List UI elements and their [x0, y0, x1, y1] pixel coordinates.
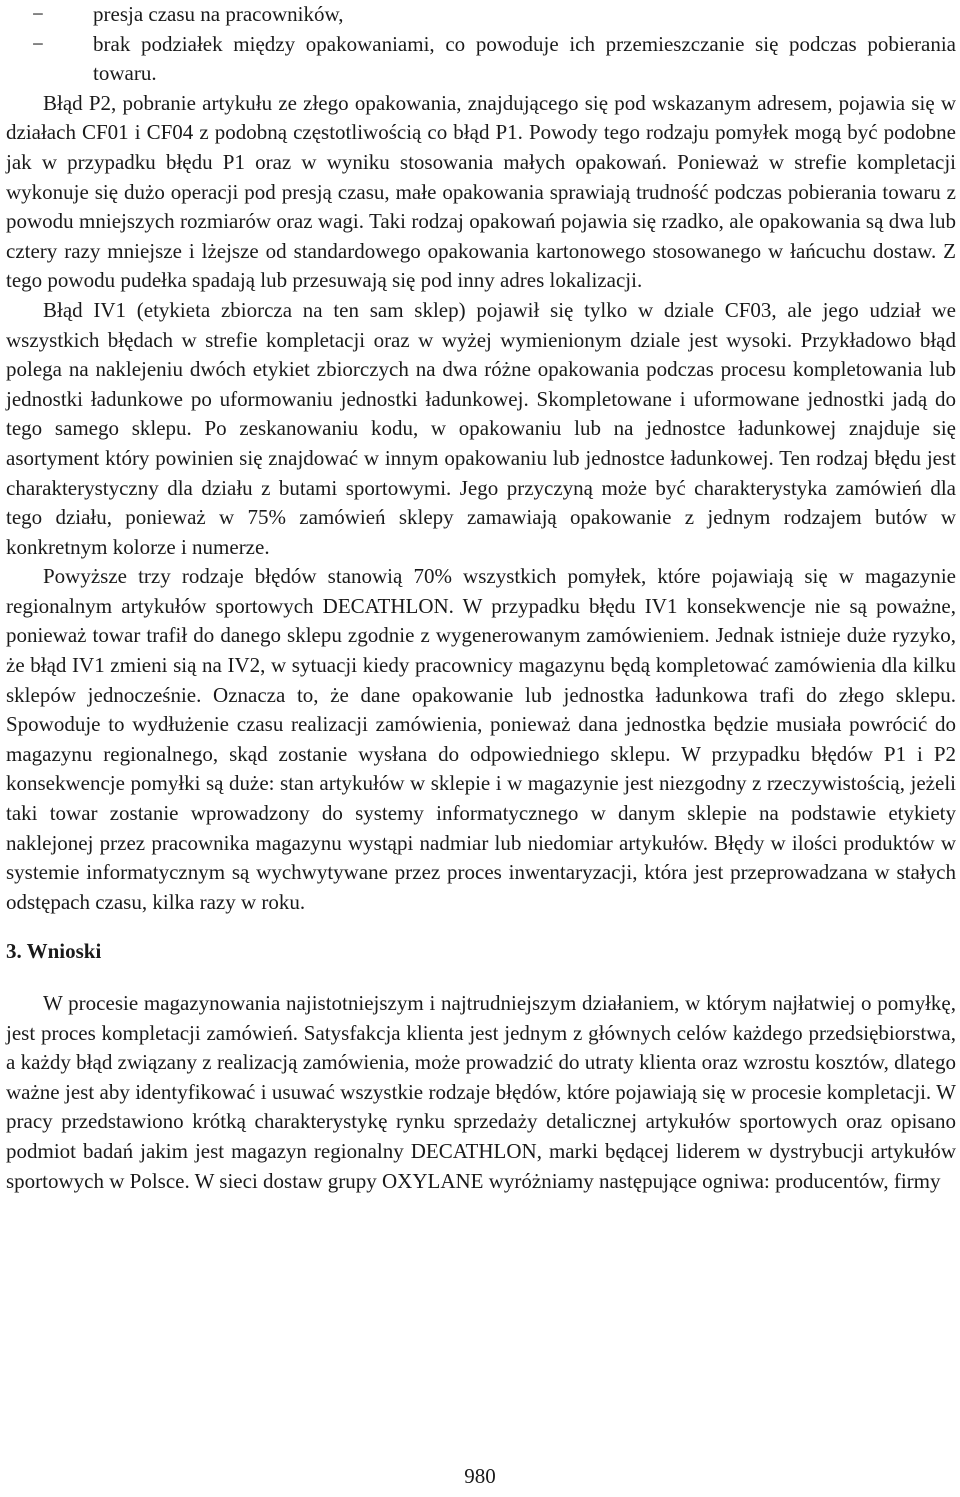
bullet-text: brak podziałek między opakowaniami, co powoduje ich przemieszczanie się podczas pobierania towaru.: [93, 31, 956, 86]
paragraph-p2-error: Błąd P2, pobranie artykułu ze złego opakowania, znajdującego się pod wskazanym adresem, pojawia się w działach CF01 i CF04 z podobną częstotliwością co błąd P1. Powody tego rodzaju pomyłek mogą być podobne jak w przypadku błędu P1 oraz w wyniku stosowania małych opakowań. Ponieważ w strefie kompletacji wykonuje się dużo operacji pod presją czasu, małe opakowania sprawiają trudność podczas pobierania towaru z powodu mniejszych rozmiarów oraz wagi. Taki rodzaj opakowań pojawia się rzadko, ale opakowania są dwa lub cztery razy mniejsze i lżejsze od standardowego opakowania kartonowego stosowanego w łańcuchu dostaw. Z tego powodu pudełka spadają lub przesuwają się pod inny adres lokalizacji.: [6, 90, 956, 293]
section-heading: 3. Wnioski: [6, 939, 102, 964]
bullet-dash: −: [32, 31, 44, 56]
bullet-item: [6, 0, 956, 30]
paragraph-iv1-error: Błąd IV1 (etykieta zbiorcza na ten sam sklep) pojawił się tylko w dziale CF03, ale jego udział we wszystkich błędach w strefie kompletacji oraz w wyżej wymienionym dziale jest wysoki. Przykładowo błąd polega na naklejeniu dwóch etykiet zbiorczych na dwa różne opakowania podczas procesu kompletowania lub jednostki ładunkowe po uformowaniu jednostki ładunkowej. Skompletowane i uformowane jednostki jadą do tego samego sklepu. Po zeskanowaniu kodu, w opakowaniu lub na jednostce ładunkowej znajduje się asortyment który powinien się znajdować w innym opakowaniu lub jednostce ładunkowej. Ten rodzaj błędu jest charakterystyczny dla działu z butami sportowymi. Jego przyczyną może być charakterystyka zamówień dla tego działu, ponieważ w 75% zamówień sklepy zamawiają opakowanie z jednym rodzajem butów w konkretnym kolorze i numerze.: [6, 297, 956, 559]
paragraph-conclusions: W procesie magazynowania najistotniejszym i najtrudniejszym działaniem, w którym najłatwiej o pomyłkę, jest proces kompletacji zamówień. Satysfakcja klienta jest jednym z głównych celów każdego przedsiębiorstwa, a każdy błąd związany z realizacją zamówienia, może prowadzić do utraty klienta oraz wzrostu kosztów, dlatego ważne jest aby identyfikować i usuwać wszystkie rodzaje błędów, które pojawiają się w procesie kompletacji. W pracy przedstawiono krótką charakterystykę rynku sprzedaży detalicznej artykułów sportowych oraz opisano podmiot badań jakim jest magazyn regionalny DECATHLON, marki będącej liderem w dystrybucji artykułów sportowych w Polsce. W sieci dostaw grupy OXYLANE wyróżniamy następujące ogniwa: producentów, firmy: [6, 991, 956, 1193]
document-page: [6, 0, 956, 1196]
paragraph-error-summary: Powyższe trzy rodzaje błędów stanowią 70% wszystkich pomyłek, które pojawiają się w magazynie regionalnym artykułów sportowych DECATHLON. W przypadku błędu IV1 konsekwencje nie są poważne, ponieważ towar trafił do danego sklepu zgodnie z wygenerowanym zamówieniem. Jednak istnieje duże ryzyko, że błąd IV1 zmieni sią na IV2, w sytuacji kiedy pracownicy magazynu będą kompletować zamówienia dla kilku sklepów jednocześnie. Oznacza to, że dane opakowanie lub jednostka ładunkowa trafi do złego sklepu. Spowoduje to wydłużenie czasu realizacji zamówienia, ponieważ dana jednostka będzie musiała powrócić do magazynu regionalnego, skąd zostanie wysłana do odpowiedniego sklepu. W przypadku błędów P1 i P2 konsekwencje pomyłki są duże: stan artykułów w sklepie i w magazynie jest niezgodny z rzeczywistością, jeżeli taki towar zostanie wprowadzony do systemy informatycznego w danym sklepie na podstawie etykiety naklejonej przez pracownika magazynu wystąpi nadmiar lub niedomiar artykułów. Błędy w ilości produktów w systemie informatycznym są wychwytywane przez proces inwentaryzacji, która jest przeprowadzana w stałych odstępach czasu, kilka razy w roku.: [6, 564, 956, 914]
page-number: 980: [464, 1464, 496, 1488]
bullet-item: [6, 30, 956, 89]
bullet-list: [6, 0, 956, 89]
bullet-dash: −: [32, 2, 44, 26]
bullet-text: presja czasu na pracowników,: [93, 2, 344, 26]
